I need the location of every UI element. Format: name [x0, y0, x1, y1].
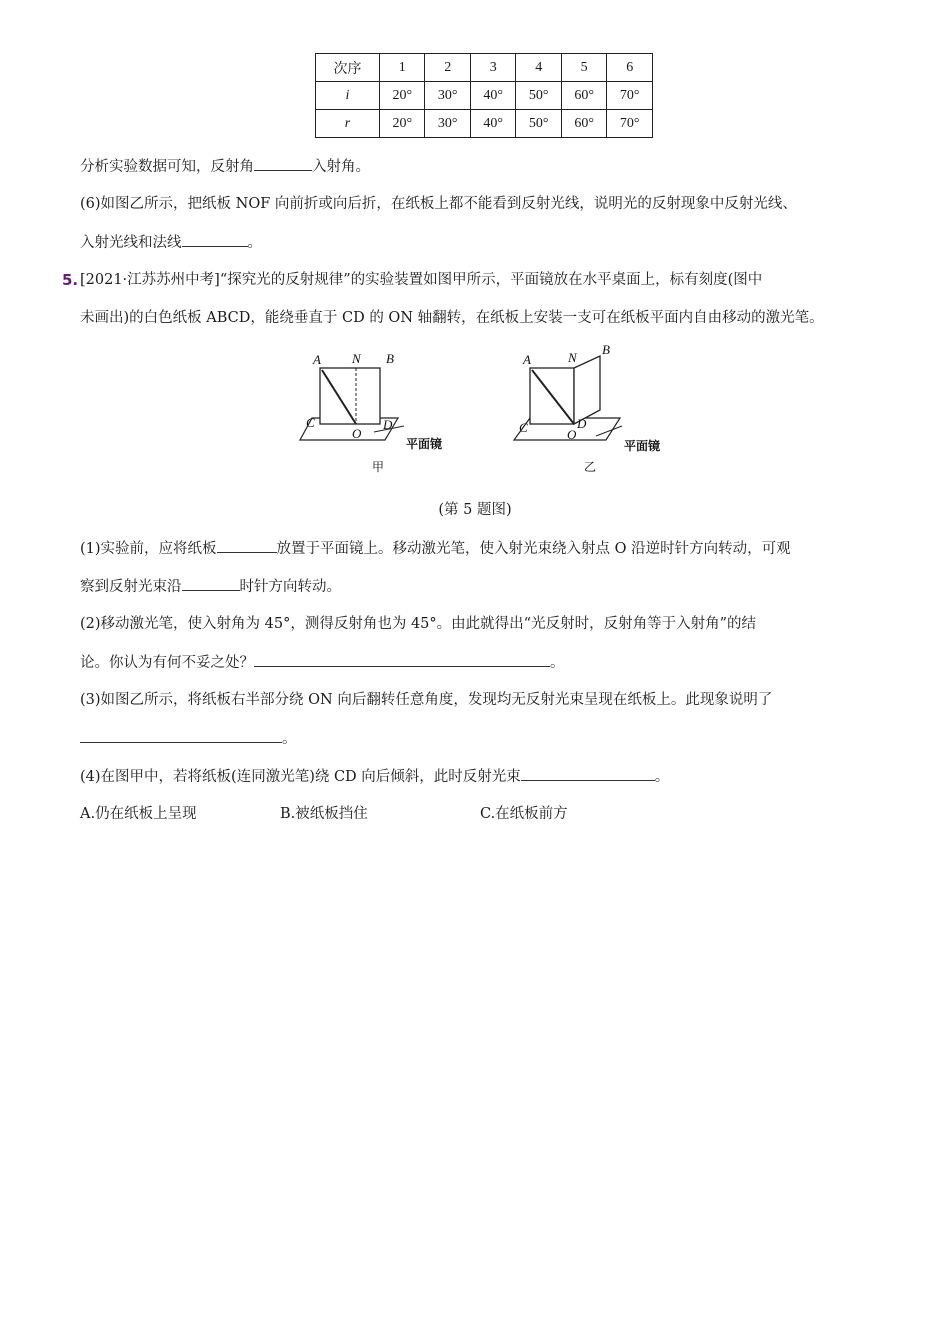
- q4-part6-text-end: 。: [247, 235, 262, 251]
- answer-blank[interactable]: [182, 232, 248, 247]
- table-cell: 40°: [470, 110, 515, 138]
- q5-part4-line1: [80, 766, 669, 787]
- q5-part1-text-end: 放置于平面镜上。移动激光笔，使入射光束绕入射点 O 沿逆时针方向转动，可观: [276, 541, 791, 557]
- answer-blank[interactable]: [254, 156, 312, 171]
- figure-b: [514, 342, 660, 474]
- q4-part6-line1: (6)如图乙所示，把纸板 NOF 向前折或向后折，在纸板上都不能看到反射光线，说明光的反射现象中反射光线、: [80, 196, 797, 212]
- figure-name: 甲: [372, 460, 385, 474]
- q5-part4-text-end: 。: [654, 769, 670, 785]
- label-D: D: [577, 416, 587, 431]
- label-B: B: [386, 351, 394, 366]
- q5-part1-text: (1)实验前，应将纸板: [80, 541, 217, 557]
- table-cell: 70°: [607, 82, 653, 110]
- paper-board-right-folded: [574, 356, 600, 424]
- table-header-cell: 2: [425, 54, 470, 82]
- label-N: N: [568, 350, 577, 365]
- q5-part1-line1: [80, 538, 791, 559]
- table-header-cell: 3: [470, 54, 515, 82]
- figure-name: 乙: [584, 460, 597, 474]
- table-cell: 50°: [516, 82, 561, 110]
- label-mirror: 平面镜: [406, 437, 443, 451]
- analysis-text: 分析实验数据可知，反射角: [80, 159, 254, 175]
- table-row: [316, 110, 653, 138]
- analysis-text-end: 入射角。: [312, 159, 370, 175]
- q5-intro-line2: 未画出)的白色纸板 ABCD，能绕垂直于 CD 的 ON 轴翻转，在纸板上安装一支可在纸板平面内自由移动的激光笔。: [80, 310, 824, 326]
- table-cell: 50°: [516, 110, 561, 138]
- q5-part2-text: 论。你认为有何不妥之处？: [80, 655, 254, 671]
- table-row-label: i: [316, 82, 380, 110]
- label-C: C: [519, 420, 528, 435]
- q5-part1-line2: [80, 576, 341, 597]
- table-cell: 20°: [380, 110, 425, 138]
- table-cell: 40°: [470, 82, 515, 110]
- q5-part4-text: (4)在图甲中，若将纸板(连同激光笔)绕 CD 向后倾斜，此时反射光束: [80, 769, 521, 785]
- label-B: B: [602, 342, 610, 357]
- answer-blank[interactable]: [217, 538, 277, 553]
- table-cell: 70°: [607, 110, 653, 138]
- label-D: D: [383, 417, 393, 432]
- answer-blank[interactable]: [521, 766, 655, 781]
- table-cell: 60°: [561, 110, 606, 138]
- reflection-apparatus-figure: [290, 340, 670, 480]
- table-cell: 60°: [561, 82, 606, 110]
- answer-blank[interactable]: [254, 652, 550, 667]
- table-header-cell: 5: [561, 54, 606, 82]
- table-cell: 30°: [425, 82, 470, 110]
- table-header-cell: 次序: [316, 54, 380, 82]
- label-mirror: 平面镜: [624, 439, 661, 453]
- q5-part3-text-end: 。: [282, 731, 297, 747]
- analysis-line: [80, 156, 370, 177]
- table-header-cell: 6: [607, 54, 653, 82]
- figure-caption: (第 5 题图): [438, 502, 512, 518]
- option-b[interactable]: B.被纸板挡住: [280, 806, 368, 822]
- table-header-cell: 1: [380, 54, 425, 82]
- table-header-row: [316, 54, 653, 82]
- option-c[interactable]: C.在纸板前方: [480, 806, 568, 822]
- table-header-cell: 4: [516, 54, 561, 82]
- table-cell: 30°: [425, 110, 470, 138]
- label-O: O: [352, 426, 362, 441]
- answer-blank[interactable]: [182, 576, 240, 591]
- label-A: A: [313, 352, 321, 367]
- q5-part3-line2: [80, 728, 297, 749]
- q4-part6-text: 入射光线和法线: [80, 235, 182, 251]
- q5-part2-line1: (2)移动激光笔，使入射角为 45°，测得反射角也为 45°。由此就得出“光反射时，反射角等于入射角”的结: [80, 616, 756, 632]
- q5-part1-text2: 察到反射光束沿: [80, 579, 182, 595]
- answer-blank[interactable]: [80, 728, 282, 743]
- q4-part6-line2: [80, 232, 262, 253]
- q5-part2-text-end: 。: [550, 655, 565, 671]
- table-cell: 20°: [380, 82, 425, 110]
- figure-a: [300, 351, 442, 474]
- label-O: O: [567, 427, 577, 442]
- q5-part2-line2: [80, 652, 565, 673]
- angle-data-table: [315, 53, 653, 138]
- question-number: 5.: [62, 271, 79, 289]
- label-A: A: [523, 352, 531, 367]
- option-a[interactable]: A.仍在纸板上呈现: [80, 806, 197, 822]
- table-row: [316, 82, 653, 110]
- label-N: N: [352, 351, 361, 366]
- q5-intro-line1: [2021·江苏苏州中考]“探究光的反射规律”的实验装置如图甲所示，平面镜放在水平桌面上，标有刻度(图中: [80, 272, 763, 288]
- q5-part1-text2-end: 时针方向转动。: [239, 579, 341, 595]
- table-row-label: r: [316, 110, 380, 138]
- label-C: C: [306, 415, 315, 430]
- q5-part3-line1: (3)如图乙所示，将纸板右半部分绕 ON 向后翻转任意角度，发现均无反射光束呈现在纸板上。此现象说明了: [80, 692, 773, 708]
